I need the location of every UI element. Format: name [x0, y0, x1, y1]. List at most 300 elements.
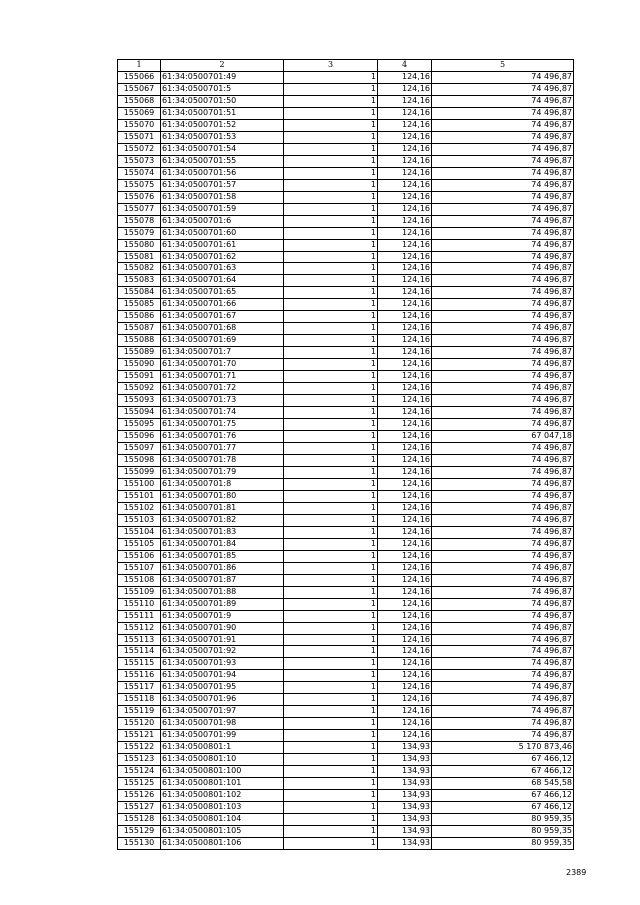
value-cell: 67 047,18	[432, 431, 574, 443]
row-number-cell: 155082	[118, 263, 161, 275]
value-cell: 74 496,87	[432, 598, 574, 610]
table-row	[118, 538, 574, 550]
cadastral-number-cell: 61:34:0500701:97	[161, 706, 284, 718]
page-number: 2389	[566, 868, 587, 877]
value-cell: 74 496,87	[432, 419, 574, 431]
rate-cell: 124,16	[378, 419, 432, 431]
value-cell: 67 466,12	[432, 754, 574, 766]
value-cell: 80 959,35	[432, 837, 574, 849]
value-cell: 67 466,12	[432, 766, 574, 778]
count-cell: 1	[284, 814, 378, 826]
table-row	[118, 275, 574, 287]
count-cell: 1	[284, 323, 378, 335]
count-cell: 1	[284, 107, 378, 119]
rate-cell: 124,16	[378, 131, 432, 143]
cadastral-number-cell: 61:34:0500701:77	[161, 443, 284, 455]
table-row	[118, 742, 574, 754]
value-cell: 74 496,87	[432, 443, 574, 455]
table-row	[118, 574, 574, 586]
table-row	[118, 634, 574, 646]
rate-cell: 124,16	[378, 275, 432, 287]
table-row	[118, 778, 574, 790]
count-cell: 1	[284, 239, 378, 251]
cadastral-number-cell: 61:34:0500701:93	[161, 658, 284, 670]
rate-cell: 124,16	[378, 550, 432, 562]
rate-cell: 124,16	[378, 155, 432, 167]
table-row	[118, 790, 574, 802]
row-number-cell: 155128	[118, 814, 161, 826]
row-number-cell: 155121	[118, 730, 161, 742]
cadastral-number-cell: 61:34:0500701:72	[161, 383, 284, 395]
rate-cell: 124,16	[378, 95, 432, 107]
table-row	[118, 407, 574, 419]
cadastral-number-cell: 61:34:0500701:83	[161, 526, 284, 538]
row-number-cell: 155081	[118, 251, 161, 263]
row-number-cell: 155092	[118, 383, 161, 395]
cadastral-number-cell: 61:34:0500801:101	[161, 778, 284, 790]
value-cell: 74 496,87	[432, 275, 574, 287]
count-cell: 1	[284, 778, 378, 790]
value-cell: 74 496,87	[432, 335, 574, 347]
table-row	[118, 646, 574, 658]
table-row	[118, 395, 574, 407]
value-cell: 74 496,87	[432, 203, 574, 215]
row-number-cell: 155114	[118, 646, 161, 658]
cadastral-number-cell: 61:34:0500801:1	[161, 742, 284, 754]
cadastral-number-cell: 61:34:0500701:96	[161, 694, 284, 706]
row-number-cell: 155074	[118, 167, 161, 179]
row-number-cell: 155104	[118, 526, 161, 538]
rate-cell: 124,16	[378, 227, 432, 239]
table-row	[118, 826, 574, 838]
table-row	[118, 526, 574, 538]
table-row	[118, 287, 574, 299]
count-cell: 1	[284, 826, 378, 838]
value-cell: 74 496,87	[432, 215, 574, 227]
row-number-cell: 155103	[118, 514, 161, 526]
count-cell: 1	[284, 790, 378, 802]
cadastral-number-cell: 61:34:0500701:65	[161, 287, 284, 299]
row-number-cell: 155069	[118, 107, 161, 119]
table-row	[118, 359, 574, 371]
value-cell: 74 496,87	[432, 71, 574, 83]
cadastral-number-cell: 61:34:0500701:92	[161, 646, 284, 658]
value-cell: 74 496,87	[432, 490, 574, 502]
cadastral-number-cell: 61:34:0500701:68	[161, 323, 284, 335]
table-row	[118, 837, 574, 849]
rate-cell: 134,93	[378, 778, 432, 790]
count-cell: 1	[284, 179, 378, 191]
value-cell: 74 496,87	[432, 526, 574, 538]
rate-cell: 134,93	[378, 826, 432, 838]
row-number-cell: 155075	[118, 179, 161, 191]
value-cell: 74 496,87	[432, 143, 574, 155]
table-row	[118, 143, 574, 155]
value-cell: 74 496,87	[432, 478, 574, 490]
rate-cell: 124,16	[378, 167, 432, 179]
rate-cell: 124,16	[378, 730, 432, 742]
row-number-cell: 155098	[118, 454, 161, 466]
count-cell: 1	[284, 347, 378, 359]
cadastral-number-cell: 61:34:0500701:69	[161, 335, 284, 347]
value-cell: 74 496,87	[432, 622, 574, 634]
row-number-cell: 155113	[118, 634, 161, 646]
value-cell: 5 170 873,46	[432, 742, 574, 754]
column-header: 4	[378, 60, 432, 72]
count-cell: 1	[284, 359, 378, 371]
cadastral-number-cell: 61:34:0500701:9	[161, 610, 284, 622]
cadastral-number-cell: 61:34:0500701:8	[161, 478, 284, 490]
value-cell: 74 496,87	[432, 682, 574, 694]
count-cell: 1	[284, 706, 378, 718]
value-cell: 67 466,12	[432, 790, 574, 802]
row-number-cell: 155091	[118, 371, 161, 383]
row-number-cell: 155087	[118, 323, 161, 335]
table-row	[118, 598, 574, 610]
count-cell: 1	[284, 574, 378, 586]
row-number-cell: 155105	[118, 538, 161, 550]
row-number-cell: 155108	[118, 574, 161, 586]
table-row	[118, 658, 574, 670]
value-cell: 74 496,87	[432, 610, 574, 622]
rate-cell: 124,16	[378, 610, 432, 622]
table-row	[118, 383, 574, 395]
row-number-cell: 155102	[118, 502, 161, 514]
row-number-cell: 155126	[118, 790, 161, 802]
rate-cell: 124,16	[378, 323, 432, 335]
row-number-cell: 155066	[118, 71, 161, 83]
row-number-cell: 155116	[118, 670, 161, 682]
count-cell: 1	[284, 431, 378, 443]
row-number-cell: 155106	[118, 550, 161, 562]
rate-cell: 124,16	[378, 383, 432, 395]
rate-cell: 124,16	[378, 179, 432, 191]
count-cell: 1	[284, 742, 378, 754]
rate-cell: 124,16	[378, 335, 432, 347]
cadastral-number-cell: 61:34:0500701:61	[161, 239, 284, 251]
table-row	[118, 622, 574, 634]
cadastral-number-cell: 61:34:0500701:6	[161, 215, 284, 227]
cadastral-number-cell: 61:34:0500701:52	[161, 119, 284, 131]
cadastral-number-cell: 61:34:0500701:73	[161, 395, 284, 407]
count-cell: 1	[284, 694, 378, 706]
row-number-cell: 155072	[118, 143, 161, 155]
cadastral-number-cell: 61:34:0500701:88	[161, 586, 284, 598]
count-cell: 1	[284, 526, 378, 538]
count-cell: 1	[284, 550, 378, 562]
value-cell: 74 496,87	[432, 502, 574, 514]
rate-cell: 124,16	[378, 431, 432, 443]
value-cell: 74 496,87	[432, 706, 574, 718]
rate-cell: 124,16	[378, 263, 432, 275]
table-row	[118, 191, 574, 203]
table-row	[118, 454, 574, 466]
value-cell: 74 496,87	[432, 514, 574, 526]
count-cell: 1	[284, 562, 378, 574]
value-cell: 67 466,12	[432, 802, 574, 814]
rate-cell: 124,16	[378, 538, 432, 550]
cadastral-number-cell: 61:34:0500701:94	[161, 670, 284, 682]
count-cell: 1	[284, 95, 378, 107]
rate-cell: 124,16	[378, 526, 432, 538]
table-row	[118, 431, 574, 443]
cadastral-number-cell: 61:34:0500701:84	[161, 538, 284, 550]
table-row	[118, 95, 574, 107]
count-cell: 1	[284, 407, 378, 419]
count-cell: 1	[284, 71, 378, 83]
rate-cell: 124,16	[378, 311, 432, 323]
rate-cell: 124,16	[378, 454, 432, 466]
value-cell: 74 496,87	[432, 466, 574, 478]
rate-cell: 124,16	[378, 562, 432, 574]
cadastral-number-cell: 61:34:0500701:51	[161, 107, 284, 119]
row-number-cell: 155120	[118, 718, 161, 730]
table-row	[118, 179, 574, 191]
column-header: 2	[161, 60, 284, 72]
value-cell: 74 496,87	[432, 730, 574, 742]
row-number-cell: 155109	[118, 586, 161, 598]
cadastral-number-cell: 61:34:0500701:82	[161, 514, 284, 526]
value-cell: 74 496,87	[432, 323, 574, 335]
table-row	[118, 550, 574, 562]
cadastral-number-cell: 61:34:0500701:60	[161, 227, 284, 239]
value-cell: 74 496,87	[432, 287, 574, 299]
rate-cell: 124,16	[378, 119, 432, 131]
rate-cell: 124,16	[378, 598, 432, 610]
table-row	[118, 670, 574, 682]
row-number-cell: 155115	[118, 658, 161, 670]
rate-cell: 124,16	[378, 502, 432, 514]
count-cell: 1	[284, 538, 378, 550]
rate-cell: 124,16	[378, 215, 432, 227]
data-table	[117, 59, 574, 850]
value-cell: 74 496,87	[432, 107, 574, 119]
row-number-cell: 155127	[118, 802, 161, 814]
cadastral-number-cell: 61:34:0500701:87	[161, 574, 284, 586]
value-cell: 74 496,87	[432, 191, 574, 203]
count-cell: 1	[284, 371, 378, 383]
cadastral-number-cell: 61:34:0500701:74	[161, 407, 284, 419]
count-cell: 1	[284, 155, 378, 167]
cadastral-number-cell: 61:34:0500701:79	[161, 466, 284, 478]
value-cell: 74 496,87	[432, 179, 574, 191]
column-header: 5	[432, 60, 574, 72]
count-cell: 1	[284, 443, 378, 455]
cadastral-number-cell: 61:34:0500801:102	[161, 790, 284, 802]
value-cell: 74 496,87	[432, 574, 574, 586]
rate-cell: 124,16	[378, 191, 432, 203]
value-cell: 74 496,87	[432, 646, 574, 658]
value-cell: 74 496,87	[432, 371, 574, 383]
value-cell: 74 496,87	[432, 167, 574, 179]
rate-cell: 134,93	[378, 790, 432, 802]
cadastral-number-cell: 61:34:0500701:49	[161, 71, 284, 83]
count-cell: 1	[284, 718, 378, 730]
row-number-cell: 155078	[118, 215, 161, 227]
rate-cell: 124,16	[378, 490, 432, 502]
cadastral-number-cell: 61:34:0500701:59	[161, 203, 284, 215]
count-cell: 1	[284, 131, 378, 143]
table-row	[118, 347, 574, 359]
rate-cell: 134,93	[378, 802, 432, 814]
rate-cell: 124,16	[378, 670, 432, 682]
rate-cell: 124,16	[378, 107, 432, 119]
table-row	[118, 107, 574, 119]
cadastral-number-cell: 61:34:0500701:91	[161, 634, 284, 646]
cadastral-number-cell: 61:34:0500801:100	[161, 766, 284, 778]
count-cell: 1	[284, 598, 378, 610]
cadastral-number-cell: 61:34:0500701:76	[161, 431, 284, 443]
row-number-cell: 155086	[118, 311, 161, 323]
rate-cell: 124,16	[378, 574, 432, 586]
table-row	[118, 586, 574, 598]
value-cell: 74 496,87	[432, 83, 574, 95]
table-row	[118, 610, 574, 622]
rate-cell: 124,16	[378, 287, 432, 299]
rate-cell: 124,16	[378, 407, 432, 419]
cadastral-number-cell: 61:34:0500701:81	[161, 502, 284, 514]
table-row	[118, 802, 574, 814]
row-number-cell: 155088	[118, 335, 161, 347]
row-number-cell: 155077	[118, 203, 161, 215]
cadastral-number-cell: 61:34:0500701:89	[161, 598, 284, 610]
table-row	[118, 203, 574, 215]
rate-cell: 124,16	[378, 586, 432, 598]
rate-cell: 124,16	[378, 371, 432, 383]
value-cell: 74 496,87	[432, 251, 574, 263]
table-row	[118, 562, 574, 574]
count-cell: 1	[284, 634, 378, 646]
rate-cell: 124,16	[378, 239, 432, 251]
count-cell: 1	[284, 311, 378, 323]
cadastral-number-cell: 61:34:0500801:10	[161, 754, 284, 766]
cadastral-number-cell: 61:34:0500701:86	[161, 562, 284, 574]
value-cell: 74 496,87	[432, 670, 574, 682]
cadastral-number-cell: 61:34:0500701:58	[161, 191, 284, 203]
row-number-cell: 155117	[118, 682, 161, 694]
table-row	[118, 466, 574, 478]
count-cell: 1	[284, 610, 378, 622]
count-cell: 1	[284, 478, 378, 490]
table-row	[118, 730, 574, 742]
count-cell: 1	[284, 215, 378, 227]
row-number-cell: 155090	[118, 359, 161, 371]
table-row	[118, 502, 574, 514]
table-row	[118, 239, 574, 251]
count-cell: 1	[284, 646, 378, 658]
cadastral-number-cell: 61:34:0500701:71	[161, 371, 284, 383]
rate-cell: 124,16	[378, 634, 432, 646]
rate-cell: 124,16	[378, 682, 432, 694]
row-number-cell: 155118	[118, 694, 161, 706]
count-cell: 1	[284, 119, 378, 131]
table-row	[118, 419, 574, 431]
cadastral-number-cell: 61:34:0500701:7	[161, 347, 284, 359]
cadastral-number-cell: 61:34:0500701:53	[161, 131, 284, 143]
cadastral-number-cell: 61:34:0500701:64	[161, 275, 284, 287]
value-cell: 74 496,87	[432, 550, 574, 562]
count-cell: 1	[284, 454, 378, 466]
count-cell: 1	[284, 658, 378, 670]
table-row	[118, 323, 574, 335]
table-row	[118, 754, 574, 766]
table-body	[118, 71, 574, 849]
cadastral-number-cell: 61:34:0500701:66	[161, 299, 284, 311]
table-row	[118, 155, 574, 167]
count-cell: 1	[284, 622, 378, 634]
table-row	[118, 706, 574, 718]
row-number-cell: 155099	[118, 466, 161, 478]
row-number-cell: 155123	[118, 754, 161, 766]
row-number-cell: 155107	[118, 562, 161, 574]
cadastral-number-cell: 61:34:0500701:70	[161, 359, 284, 371]
row-number-cell: 155112	[118, 622, 161, 634]
rate-cell: 124,16	[378, 658, 432, 670]
cadastral-number-cell: 61:34:0500701:55	[161, 155, 284, 167]
value-cell: 74 496,87	[432, 95, 574, 107]
rate-cell: 124,16	[378, 622, 432, 634]
value-cell: 74 496,87	[432, 634, 574, 646]
cadastral-number-cell: 61:34:0500701:80	[161, 490, 284, 502]
cadastral-number-cell: 61:34:0500701:56	[161, 167, 284, 179]
rate-cell: 124,16	[378, 347, 432, 359]
row-number-cell: 155119	[118, 706, 161, 718]
count-cell: 1	[284, 837, 378, 849]
row-number-cell: 155100	[118, 478, 161, 490]
count-cell: 1	[284, 251, 378, 263]
row-number-cell: 155094	[118, 407, 161, 419]
column-header: 1	[118, 60, 161, 72]
row-number-cell: 155079	[118, 227, 161, 239]
cadastral-number-cell: 61:34:0500701:50	[161, 95, 284, 107]
row-number-cell: 155122	[118, 742, 161, 754]
count-cell: 1	[284, 227, 378, 239]
count-cell: 1	[284, 203, 378, 215]
value-cell: 74 496,87	[432, 718, 574, 730]
count-cell: 1	[284, 502, 378, 514]
count-cell: 1	[284, 83, 378, 95]
count-cell: 1	[284, 167, 378, 179]
row-number-cell: 155068	[118, 95, 161, 107]
table-header-row	[118, 60, 574, 72]
cadastral-number-cell: 61:34:0500701:62	[161, 251, 284, 263]
row-number-cell: 155085	[118, 299, 161, 311]
column-header: 3	[284, 60, 378, 72]
value-cell: 74 496,87	[432, 395, 574, 407]
row-number-cell: 155124	[118, 766, 161, 778]
count-cell: 1	[284, 730, 378, 742]
value-cell: 74 496,87	[432, 658, 574, 670]
rate-cell: 124,16	[378, 706, 432, 718]
rate-cell: 124,16	[378, 443, 432, 455]
count-cell: 1	[284, 419, 378, 431]
row-number-cell: 155125	[118, 778, 161, 790]
row-number-cell: 155076	[118, 191, 161, 203]
row-number-cell: 155080	[118, 239, 161, 251]
row-number-cell: 155095	[118, 419, 161, 431]
count-cell: 1	[284, 275, 378, 287]
value-cell: 74 496,87	[432, 227, 574, 239]
table-row	[118, 766, 574, 778]
count-cell: 1	[284, 670, 378, 682]
table-row	[118, 490, 574, 502]
table-row	[118, 263, 574, 275]
rate-cell: 124,16	[378, 466, 432, 478]
value-cell: 74 496,87	[432, 263, 574, 275]
rate-cell: 124,16	[378, 359, 432, 371]
row-number-cell: 155067	[118, 83, 161, 95]
table-row	[118, 371, 574, 383]
